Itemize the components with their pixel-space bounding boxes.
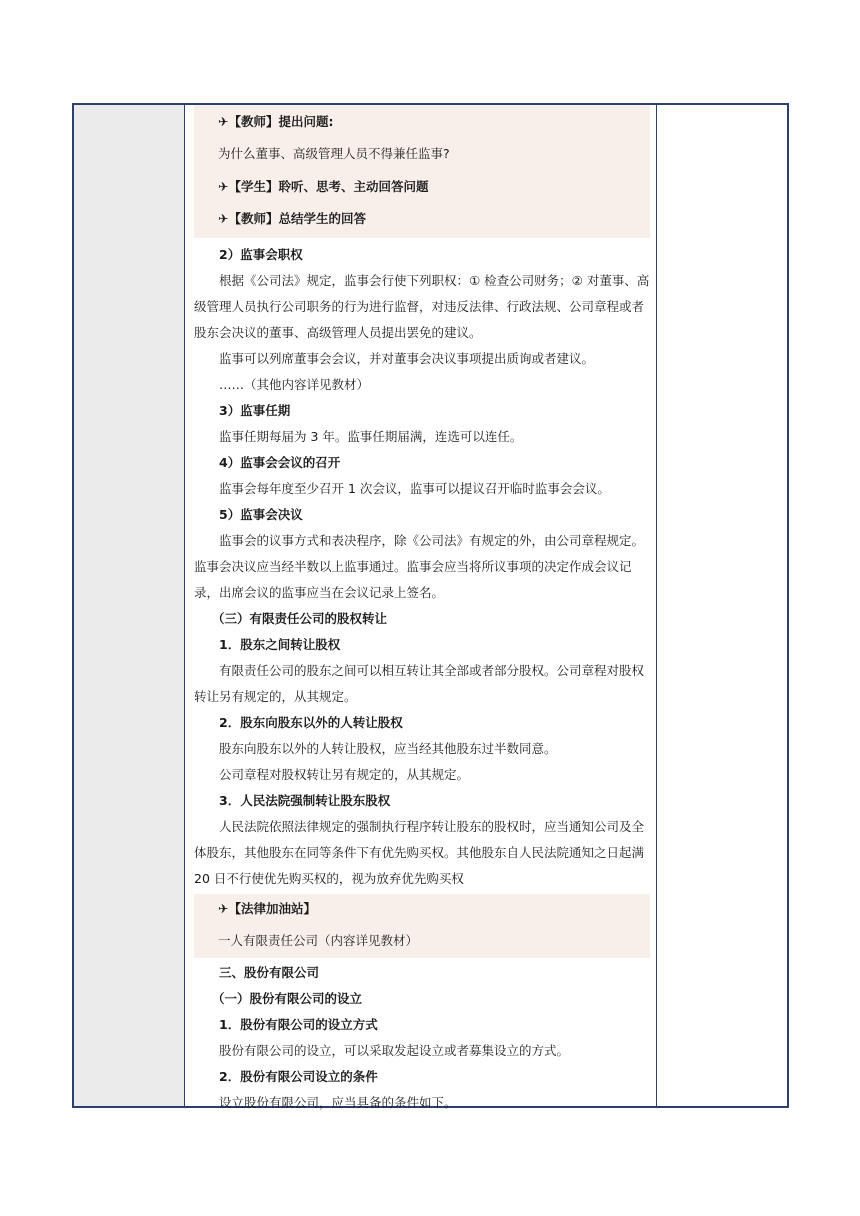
heading-setup-2: 2．股份有限公司设立的条件 (219, 1069, 378, 1084)
heading-meeting: 4）监事会会议的召开 (219, 455, 341, 470)
student-activity: ✈【学生】聆听、思考、主动回答问题 (218, 179, 429, 194)
heading-joint-stock: 三、股份有限公司 (219, 965, 320, 980)
left-column (74, 105, 185, 1106)
content-column (194, 105, 650, 1110)
heading-resolution: 5）监事会决议 (219, 507, 303, 522)
teacher-box (194, 105, 650, 238)
paragraph-resolution: 监事会的议事方式和表决程序，除《公司法》有规定的外，由公司章程规定。监事会决议应当经半数以上监事通过。监事会应当将所议事项的决定作成会议记录，出席会议的监事应当在会议记录上签名。 (194, 533, 645, 600)
paragraph-duties-1: 根据《公司法》规定，监事会行使下列职权：① 检查公司财务；② 对董事、高级管理人员执行公司职务的行为进行监督，对违反法律、行政法规、公司章程或者股东会决议的董事、高级管理人员提出罢免的建议。 (194, 273, 650, 340)
paragraph-meeting: 监事会每年度至少召开 1 次会议，监事可以提议召开临时监事会会议。 (219, 481, 610, 496)
teacher-summary: ✈【教师】总结学生的回答 (218, 211, 366, 226)
heading-transfer-1: 1．股东之间转让股权 (219, 637, 341, 652)
heading-duties: 2）监事会职权 (219, 247, 303, 262)
paragraph-setup-1: 股份有限公司的设立，可以采取发起设立或者募集设立的方式。 (219, 1043, 570, 1058)
paragraph-setup-2: 设立股份有限公司，应当具备的条件如下。 (219, 1095, 457, 1110)
paragraph-transfer-1: 有限责任公司的股东之间可以相互转让其全部或者部分股权。公司章程对股权转让另有规定的，从其规定。 (194, 663, 645, 704)
heading-equity-transfer: （三）有限责任公司的股权转让 (212, 611, 388, 626)
paragraph-transfer-2a: 股东向股东以外的人转让股权，应当经其他股东过半数同意。 (219, 741, 557, 756)
heading-term: 3）监事任期 (219, 403, 291, 418)
paragraph-transfer-2b: 公司章程对股权转让另有规定的，从其规定。 (219, 767, 470, 782)
right-column (656, 105, 787, 1106)
paragraph-transfer-3: 人民法院依照法律规定的强制执行程序转让股东的股权时，应当通知公司及全体股东，其他股东在同等条件下有优先购买权。其他股东自人民法院通知之日起满 20 日不行使优先购买权的，视为放弃优先购买权 (194, 819, 645, 886)
paragraph-duties-2: 监事可以列席董事会会议，并对董事会决议事项提出质询或者建议。 (219, 351, 595, 366)
law-box-text: 一人有限责任公司（内容详见教材） (218, 933, 419, 948)
teacher-question: 为什么董事、高级管理人员不得兼任监事? (218, 146, 450, 161)
heading-setup-1: 1．股份有限公司的设立方式 (219, 1017, 378, 1032)
lesson-table (72, 103, 789, 1108)
heading-transfer-3: 3．人民法院强制转让股东股权 (219, 793, 391, 808)
heading-transfer-2: 2．股东向股东以外的人转让股权 (219, 715, 403, 730)
law-box (194, 894, 650, 958)
law-box-title: ✈【法律加油站】 (218, 901, 316, 916)
heading-setup: （一）股份有限公司的设立 (212, 991, 363, 1006)
paragraph-duties-3: ……（其他内容详见教材） (219, 377, 370, 392)
paragraph-term: 监事任期每届为 3 年。监事任期届满，连选可以连任。 (219, 429, 523, 444)
teacher-question-label: ✈【教师】提出问题: (218, 114, 334, 129)
